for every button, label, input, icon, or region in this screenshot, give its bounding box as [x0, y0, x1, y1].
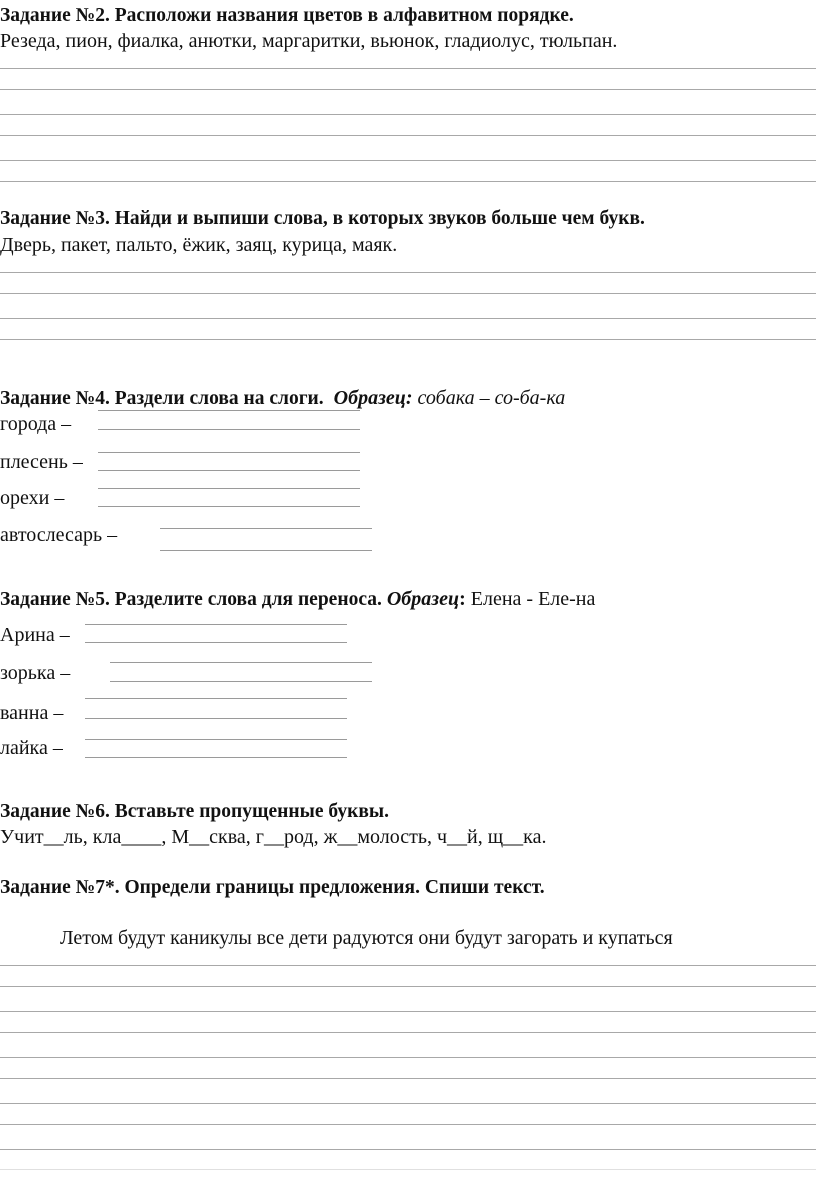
task4-item: орехи –	[0, 487, 65, 509]
answer-line[interactable]	[0, 1057, 816, 1058]
answer-line[interactable]	[0, 1124, 816, 1125]
answer-line[interactable]	[85, 624, 347, 625]
answer-line[interactable]	[98, 506, 360, 507]
task5-item: Арина –	[0, 624, 70, 646]
answer-line[interactable]	[0, 160, 816, 161]
task5-heading: Задание №5. Разделите слова для переноса.	[0, 589, 382, 610]
task7-heading: Задание №7*. Определи границы предложения. Спиши текст.	[0, 877, 545, 898]
answer-line[interactable]	[0, 135, 816, 136]
task3-heading: Задание №3. Найди и выпиши слова, в которых звуков больше чем букв.	[0, 208, 645, 229]
task5-heading-row	[0, 587, 595, 612]
answer-line[interactable]	[0, 272, 816, 273]
task5-sample-text: Елена - Еле-на	[470, 588, 596, 610]
task4-item: автослесарь –	[0, 524, 118, 546]
answer-line[interactable]	[110, 662, 372, 663]
answer-line[interactable]	[98, 410, 360, 411]
task3-words: Дверь, пакет, пальто, ёжик, заяц, курица, маяк.	[0, 234, 398, 256]
task4-item: плесень –	[0, 451, 83, 473]
task4-heading: Задание №4. Раздели слова на слоги.	[0, 388, 324, 409]
answer-line[interactable]	[0, 1078, 816, 1079]
answer-line[interactable]	[0, 1011, 816, 1012]
task4-item: города –	[0, 413, 72, 435]
answer-line[interactable]	[0, 68, 816, 69]
answer-line[interactable]	[160, 550, 372, 551]
answer-line[interactable]	[85, 757, 347, 758]
answer-line[interactable]	[98, 429, 360, 430]
task2-heading: Задание №2. Расположи названия цветов в алфавитном порядке.	[0, 5, 574, 26]
task6-text: Учит__ль, кла____, М__сква, г__род, ж__молость, ч__й, щ__ка.	[0, 826, 547, 848]
answer-line[interactable]	[0, 1032, 816, 1033]
answer-line[interactable]	[0, 1149, 816, 1150]
task5-item: зорька –	[0, 662, 71, 684]
answer-line[interactable]	[0, 181, 816, 182]
answer-line[interactable]	[0, 1169, 816, 1170]
answer-line[interactable]	[98, 488, 360, 489]
answer-line[interactable]	[85, 739, 347, 740]
answer-line[interactable]	[0, 339, 816, 340]
task4-sample-label: Образец:	[333, 387, 413, 409]
answer-line[interactable]	[98, 452, 360, 453]
answer-line[interactable]	[98, 470, 360, 471]
answer-line[interactable]	[85, 642, 347, 643]
answer-line[interactable]	[0, 1103, 816, 1104]
task4-heading-row	[0, 386, 565, 411]
answer-line[interactable]	[85, 698, 347, 699]
answer-line[interactable]	[0, 965, 816, 966]
answer-line[interactable]	[160, 528, 372, 529]
answer-line[interactable]	[0, 114, 816, 115]
answer-line[interactable]	[110, 681, 372, 682]
answer-line[interactable]	[0, 318, 816, 319]
answer-line[interactable]	[0, 293, 816, 294]
answer-line[interactable]	[85, 718, 347, 719]
task4-sample-text: собака – со-ба-ка	[417, 387, 566, 409]
task5-sample-label: Образец	[386, 588, 460, 610]
answer-line[interactable]	[0, 986, 816, 987]
task7-text: Летом будут каникулы все дети радуются они будут загорать и купаться	[60, 927, 673, 949]
answer-line[interactable]	[0, 89, 816, 90]
task2-words: Резеда, пион, фиалка, анютки, маргаритки, вьюнок, гладиолус, тюльпан.	[0, 30, 618, 52]
task5-item: лайка –	[0, 737, 63, 759]
task6-heading: Задание №6. Вставьте пропущенные буквы.	[0, 801, 389, 822]
task5-sample-colon: :	[459, 588, 466, 610]
task5-item: ванна –	[0, 702, 64, 724]
